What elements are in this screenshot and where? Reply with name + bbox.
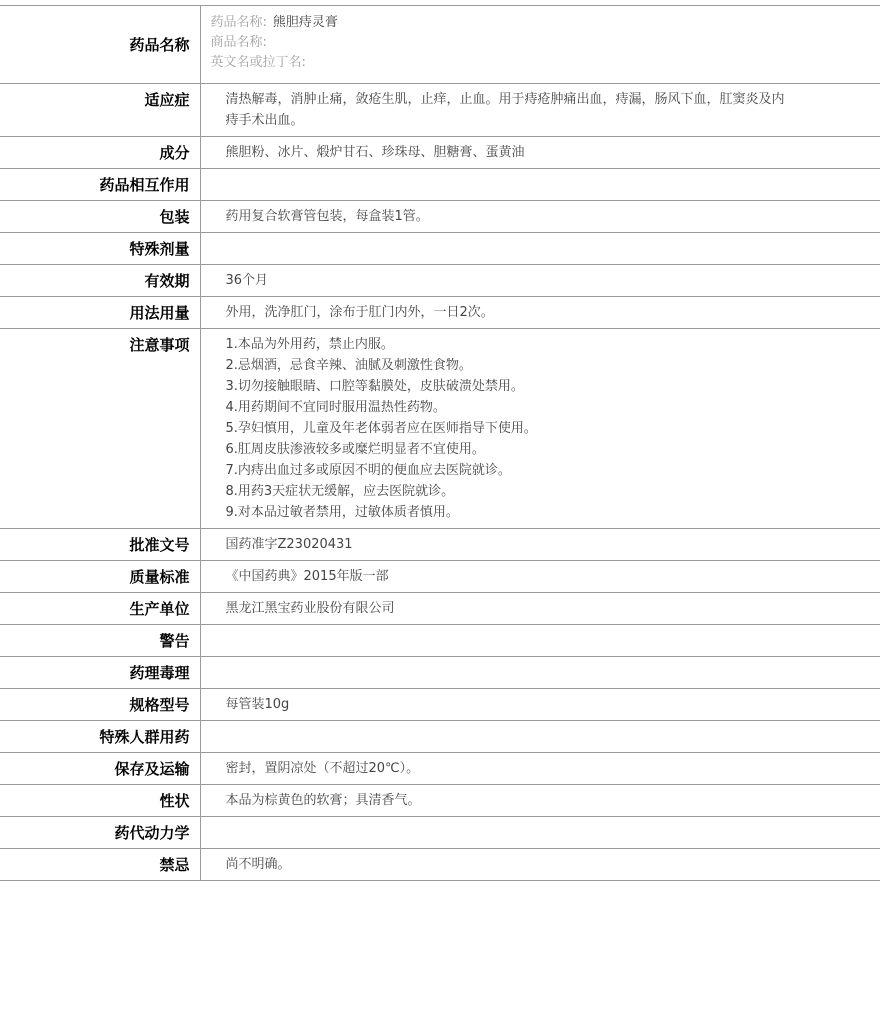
english-name-line (211, 53, 871, 73)
list-item: 4.用药期间不宜同时服用温热性药物。 (225, 400, 446, 415)
row-value (200, 84, 880, 137)
row-value-text (201, 169, 880, 179)
row-label-text: 药代动力学 (114, 824, 190, 842)
row-value-text (201, 625, 880, 635)
row-label-text: 性状 (159, 792, 190, 810)
row-value-text: 《中国药典》2015年版一部 (225, 569, 389, 584)
row-label-text: 注意事项 (129, 336, 190, 354)
row-label (0, 561, 200, 593)
row-value (200, 233, 880, 265)
row-label-text: 药品相互作用 (99, 176, 190, 194)
row-label-text: 药品名称 (129, 35, 190, 54)
row-label (0, 657, 200, 689)
row-label-text: 规格型号 (129, 696, 190, 714)
row-value (200, 593, 880, 625)
row-value-text: 清热解毒，消肿止痛，敛疮生肌，止痒，止血。用于痔疮肿痛出血，痔漏，肠风下血，肛窦炎及内痔手术出血。 (225, 92, 785, 128)
row-value-text: 熊胆粉、冰片、煅炉甘石、珍珠母、胆糖膏、蛋黄油 (225, 145, 525, 160)
table-row (0, 233, 880, 265)
table-row (0, 297, 880, 329)
list-item: 9.对本品过敏者禁用，过敏体质者慎用。 (225, 505, 459, 520)
table-row (0, 753, 880, 785)
row-label-text: 保存及运输 (114, 760, 190, 778)
row-label (0, 297, 200, 329)
table-row (0, 689, 880, 721)
table-row (0, 84, 880, 137)
drug-name-line (211, 13, 871, 33)
row-label-text: 禁忌 (159, 856, 190, 874)
row-label (0, 785, 200, 817)
drug-name-key: 药品名称: (210, 15, 267, 30)
row-value (200, 265, 880, 297)
row-label-text: 特殊人群用药 (99, 728, 190, 746)
row-label (0, 849, 200, 881)
table-row (0, 625, 880, 657)
row-label (0, 84, 200, 137)
row-value (200, 689, 880, 721)
row-label (0, 329, 200, 529)
row-value-text: 本品为棕黄色的软膏；具清香气。 (225, 793, 421, 808)
table-row (0, 593, 880, 625)
row-value-text: 国药准字Z23020431 (225, 537, 353, 552)
list-item: 6.肛周皮肤渗液较多或糜烂明显者不宜使用。 (225, 442, 485, 457)
row-label (0, 625, 200, 657)
row-label (0, 529, 200, 561)
row-label-text: 适应症 (144, 91, 190, 109)
row-label-text: 药理毒理 (129, 664, 190, 682)
table-row (0, 657, 880, 689)
row-label (0, 6, 200, 84)
row-value-text: 每管装10g (225, 697, 290, 712)
row-value-text: 36个月 (225, 273, 269, 288)
table-row (0, 137, 880, 169)
list-item: 3.切勿接触眼睛、口腔等黏膜处，皮肤破溃处禁用。 (225, 379, 524, 394)
row-value (200, 297, 880, 329)
row-value (200, 329, 880, 529)
row-value-text: 黑龙江黑宝药业股份有限公司 (225, 601, 395, 616)
row-value-text: 密封，置阴凉处（不超过20℃）。 (225, 761, 420, 776)
row-label-text: 用法用量 (129, 304, 190, 322)
row-label (0, 593, 200, 625)
row-value (200, 201, 880, 233)
table-row (0, 849, 880, 881)
notes-list (201, 329, 880, 528)
row-value-text (201, 657, 880, 667)
row-label-text: 有效期 (144, 272, 190, 290)
row-label-text: 包装 (159, 208, 190, 226)
table-row (0, 721, 880, 753)
row-value-text: 外用，洗净肛门，涂布于肛门内外，一日2次。 (225, 305, 494, 320)
drug-name-value: 熊胆痔灵膏 (272, 15, 338, 30)
list-item: 5.孕妇慎用，儿童及年老体弱者应在医师指导下使用。 (225, 421, 537, 436)
list-item: 7.内痔出血过多或原因不明的便血应去医院就诊。 (225, 463, 511, 478)
row-value (200, 657, 880, 689)
row-label-text: 特殊剂量 (129, 240, 190, 258)
table-row (0, 169, 880, 201)
row-label-text: 生产单位 (129, 600, 190, 618)
row-value (200, 721, 880, 753)
row-label (0, 233, 200, 265)
row-label-text: 成分 (159, 144, 190, 162)
row-label-text: 批准文号 (129, 536, 190, 554)
table-row (0, 561, 880, 593)
trade-name-key: 商品名称: (210, 35, 267, 50)
row-value (200, 169, 880, 201)
table-row-drug-name (0, 6, 880, 84)
row-value (200, 529, 880, 561)
table-row (0, 529, 880, 561)
row-value-text: 尚不明确。 (225, 857, 291, 872)
row-value (200, 817, 880, 849)
row-value (200, 625, 880, 657)
row-value (200, 753, 880, 785)
row-value-text (201, 721, 880, 731)
row-label (0, 817, 200, 849)
row-label (0, 265, 200, 297)
row-value-text: 药用复合软膏管包装，每盒装1管。 (225, 209, 429, 224)
row-value (200, 849, 880, 881)
list-item: 8.用药3天症状无缓解，应去医院就诊。 (225, 484, 455, 499)
table-row (0, 817, 880, 849)
row-value (200, 785, 880, 817)
row-value-text (201, 817, 880, 827)
table-row (0, 785, 880, 817)
drug-info-table (0, 5, 880, 881)
row-label (0, 169, 200, 201)
list-item: 2.忌烟酒，忌食辛辣、油腻及刺激性食物。 (225, 358, 472, 373)
row-label (0, 721, 200, 753)
table-row (0, 265, 880, 297)
row-value (200, 137, 880, 169)
row-label (0, 201, 200, 233)
row-value (200, 561, 880, 593)
table-row (0, 201, 880, 233)
row-label-text: 质量标准 (129, 568, 190, 586)
row-label-text: 警告 (159, 632, 190, 650)
english-name-key: 英文名或拉丁名: (210, 55, 306, 70)
list-item: 1.本品为外用药，禁止内服。 (225, 337, 394, 352)
table-row-notes (0, 329, 880, 529)
row-label (0, 137, 200, 169)
trade-name-line (211, 33, 871, 53)
row-label (0, 753, 200, 785)
row-value (200, 6, 880, 84)
row-label (0, 689, 200, 721)
row-value-text (201, 233, 880, 243)
